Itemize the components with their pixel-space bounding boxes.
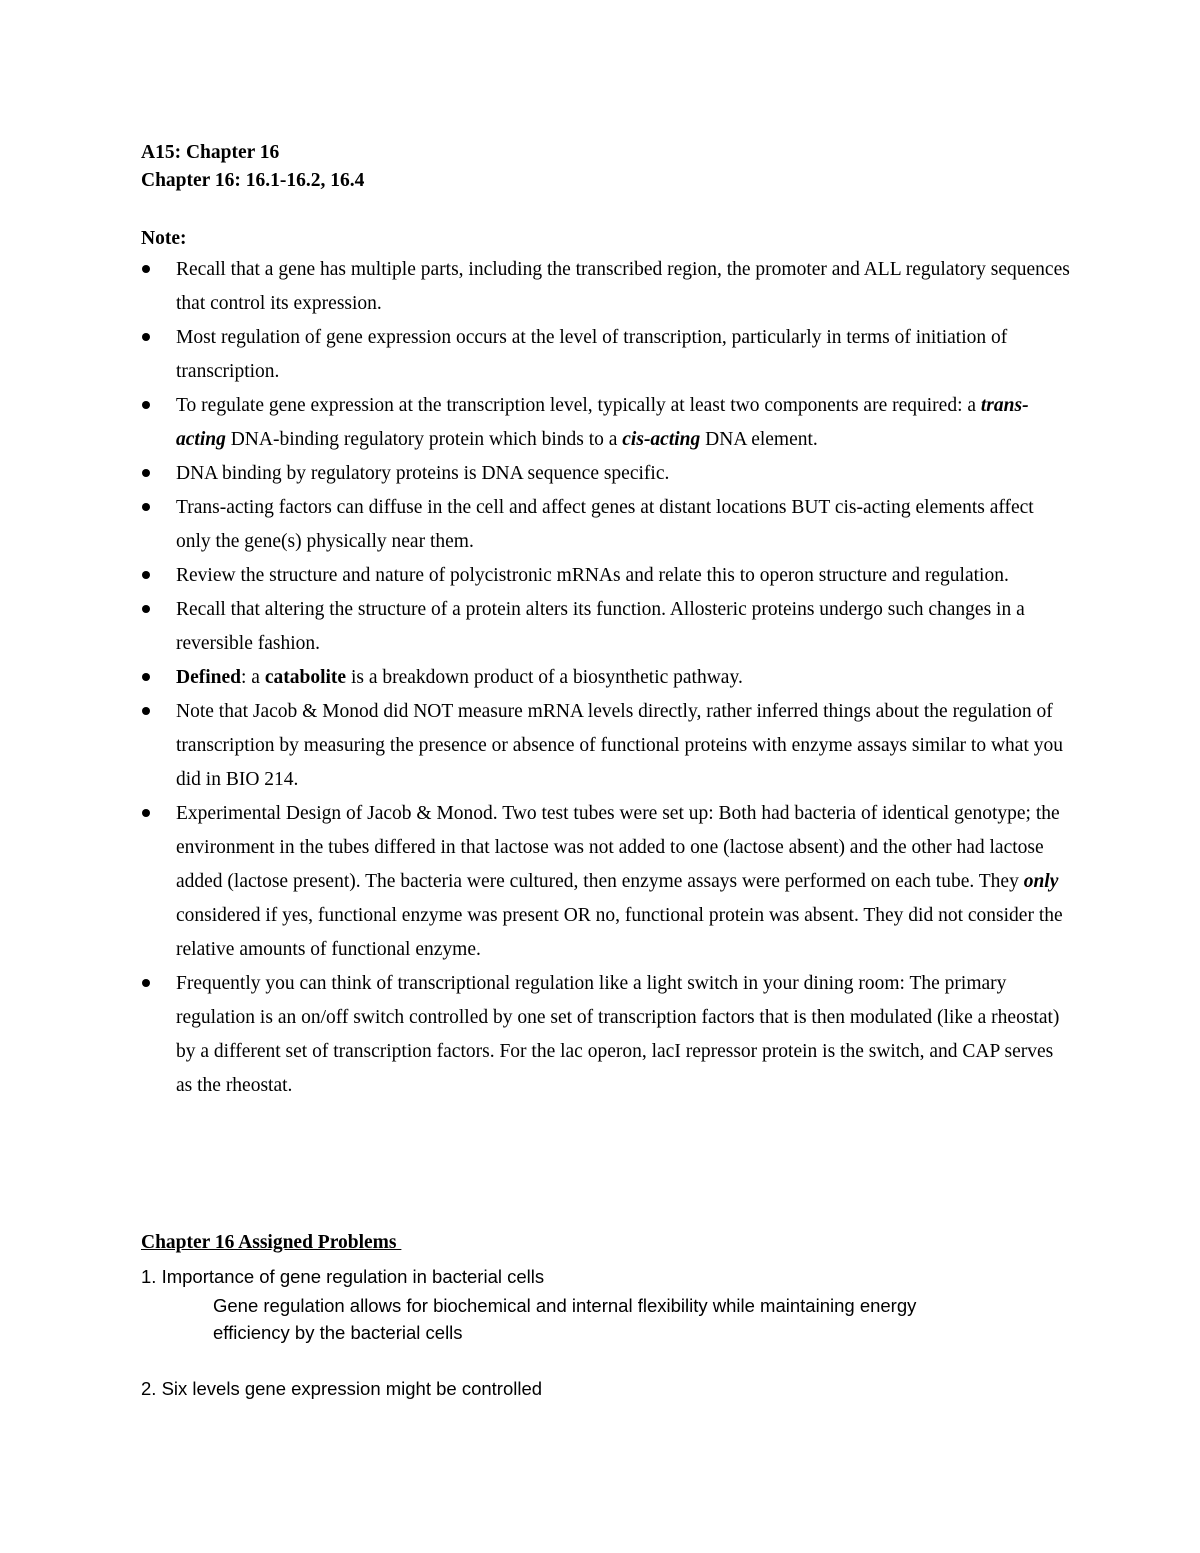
- cis-acting-term: cis-acting: [622, 429, 701, 450]
- note-list: [141, 253, 1071, 1103]
- chapter-sections: Chapter 16: 16.1-16.2, 16.4: [141, 170, 365, 191]
- list-item: [141, 797, 1071, 967]
- note-text: Recall that altering the structure of a protein alters its function. Allosteric proteins undergo such changes in a reversible fashion.: [176, 599, 1025, 654]
- bullet-icon: [142, 571, 150, 579]
- bullet-icon: [142, 707, 150, 715]
- note-text: Frequently you can think of transcriptional regulation like a light switch in your dining room: The primary regulation is an on/off switch controlled by one set of transcription factors that is then modulated (like a rheostat) by a different set of transcription factors. For the lac operon, lacI repressor protein is the switch, and CAP serves as the rheostat.: [176, 973, 1060, 1096]
- list-item: [141, 559, 1071, 593]
- answer-1-line-2: efficiency by the bacterial cells: [213, 1322, 463, 1343]
- catabolite-term: catabolite: [264, 667, 347, 688]
- trans-acting-term: trans-acting: [176, 395, 1029, 450]
- answer-1-line-1: Gene regulation allows for biochemical and internal flexibility while maintaining energy: [213, 1295, 917, 1316]
- assigned-problems-heading: Chapter 16 Assigned Problems: [141, 1232, 402, 1253]
- list-item: [141, 695, 1071, 797]
- note-text: Experimental Design of Jacob & Monod. Two test tubes were set up: Both had bacteria of identical genotype; the environment in the tubes differed in that lactose was not added to one (lactose absent) and the other had lactose added (lactose present). The bacteria were cultured, then enzyme assays were performed on each tube. They: [176, 803, 1060, 892]
- bullet-icon: [142, 469, 150, 477]
- list-item: [141, 321, 1071, 389]
- note-text: : a: [241, 667, 265, 688]
- question-1: 1. Importance of gene regulation in bacterial cells: [141, 1266, 545, 1287]
- document-title: A15: Chapter 16: [141, 142, 280, 163]
- note-text: Trans-acting factors can diffuse in the cell and affect genes at distant locations BUT cis-acting elements affect only the gene(s) physically near them.: [176, 497, 1034, 552]
- question-2: 2. Six levels gene expression might be controlled: [141, 1378, 543, 1399]
- note-text: DNA binding by regulatory proteins is DNA sequence specific.: [176, 463, 670, 484]
- list-item: [141, 253, 1071, 321]
- bullet-icon: [142, 401, 150, 409]
- note-text: Recall that a gene has multiple parts, including the transcribed region, the promoter and ALL regulatory sequences that control its expression.: [176, 259, 1070, 314]
- list-item: [141, 491, 1071, 559]
- list-item: [141, 967, 1071, 1103]
- list-item: [141, 389, 1071, 457]
- note-text: Note that Jacob & Monod did NOT measure mRNA levels directly, rather inferred things about the regulation of transcription by measuring the presence or absence of functional proteins with enzyme assays similar to what you did in BIO 214.: [176, 701, 1063, 790]
- note-label: Note:: [141, 228, 187, 249]
- note-text: considered if yes, functional enzyme was present OR no, functional protein was absent. They did not consider the relative amounts of functional enzyme.: [176, 905, 1063, 960]
- note-text: is a breakdown product of a biosynthetic pathway.: [346, 667, 743, 688]
- note-text: Review the structure and nature of polycistronic mRNAs and relate this to operon structure and regulation.: [176, 565, 1009, 586]
- bullet-icon: [142, 605, 150, 613]
- note-text: Most regulation of gene expression occurs at the level of transcription, particularly in terms of initiation of transcription.: [176, 327, 1008, 382]
- bullet-icon: [142, 809, 150, 817]
- bullet-icon: [142, 979, 150, 987]
- bullet-icon: [142, 673, 150, 681]
- bullet-icon: [142, 503, 150, 511]
- note-text: DNA element.: [700, 429, 818, 450]
- list-item: [141, 593, 1071, 661]
- note-text: To regulate gene expression at the transcription level, typically at least two components are required: a: [176, 395, 981, 416]
- bullet-icon: [142, 333, 150, 341]
- bullet-icon: [142, 265, 150, 273]
- only-emphasis: only: [1023, 871, 1059, 892]
- list-item: [141, 661, 1071, 695]
- note-text: DNA-binding regulatory protein which binds to a: [225, 429, 623, 450]
- list-item: [141, 457, 1071, 491]
- defined-label: Defined: [176, 667, 241, 688]
